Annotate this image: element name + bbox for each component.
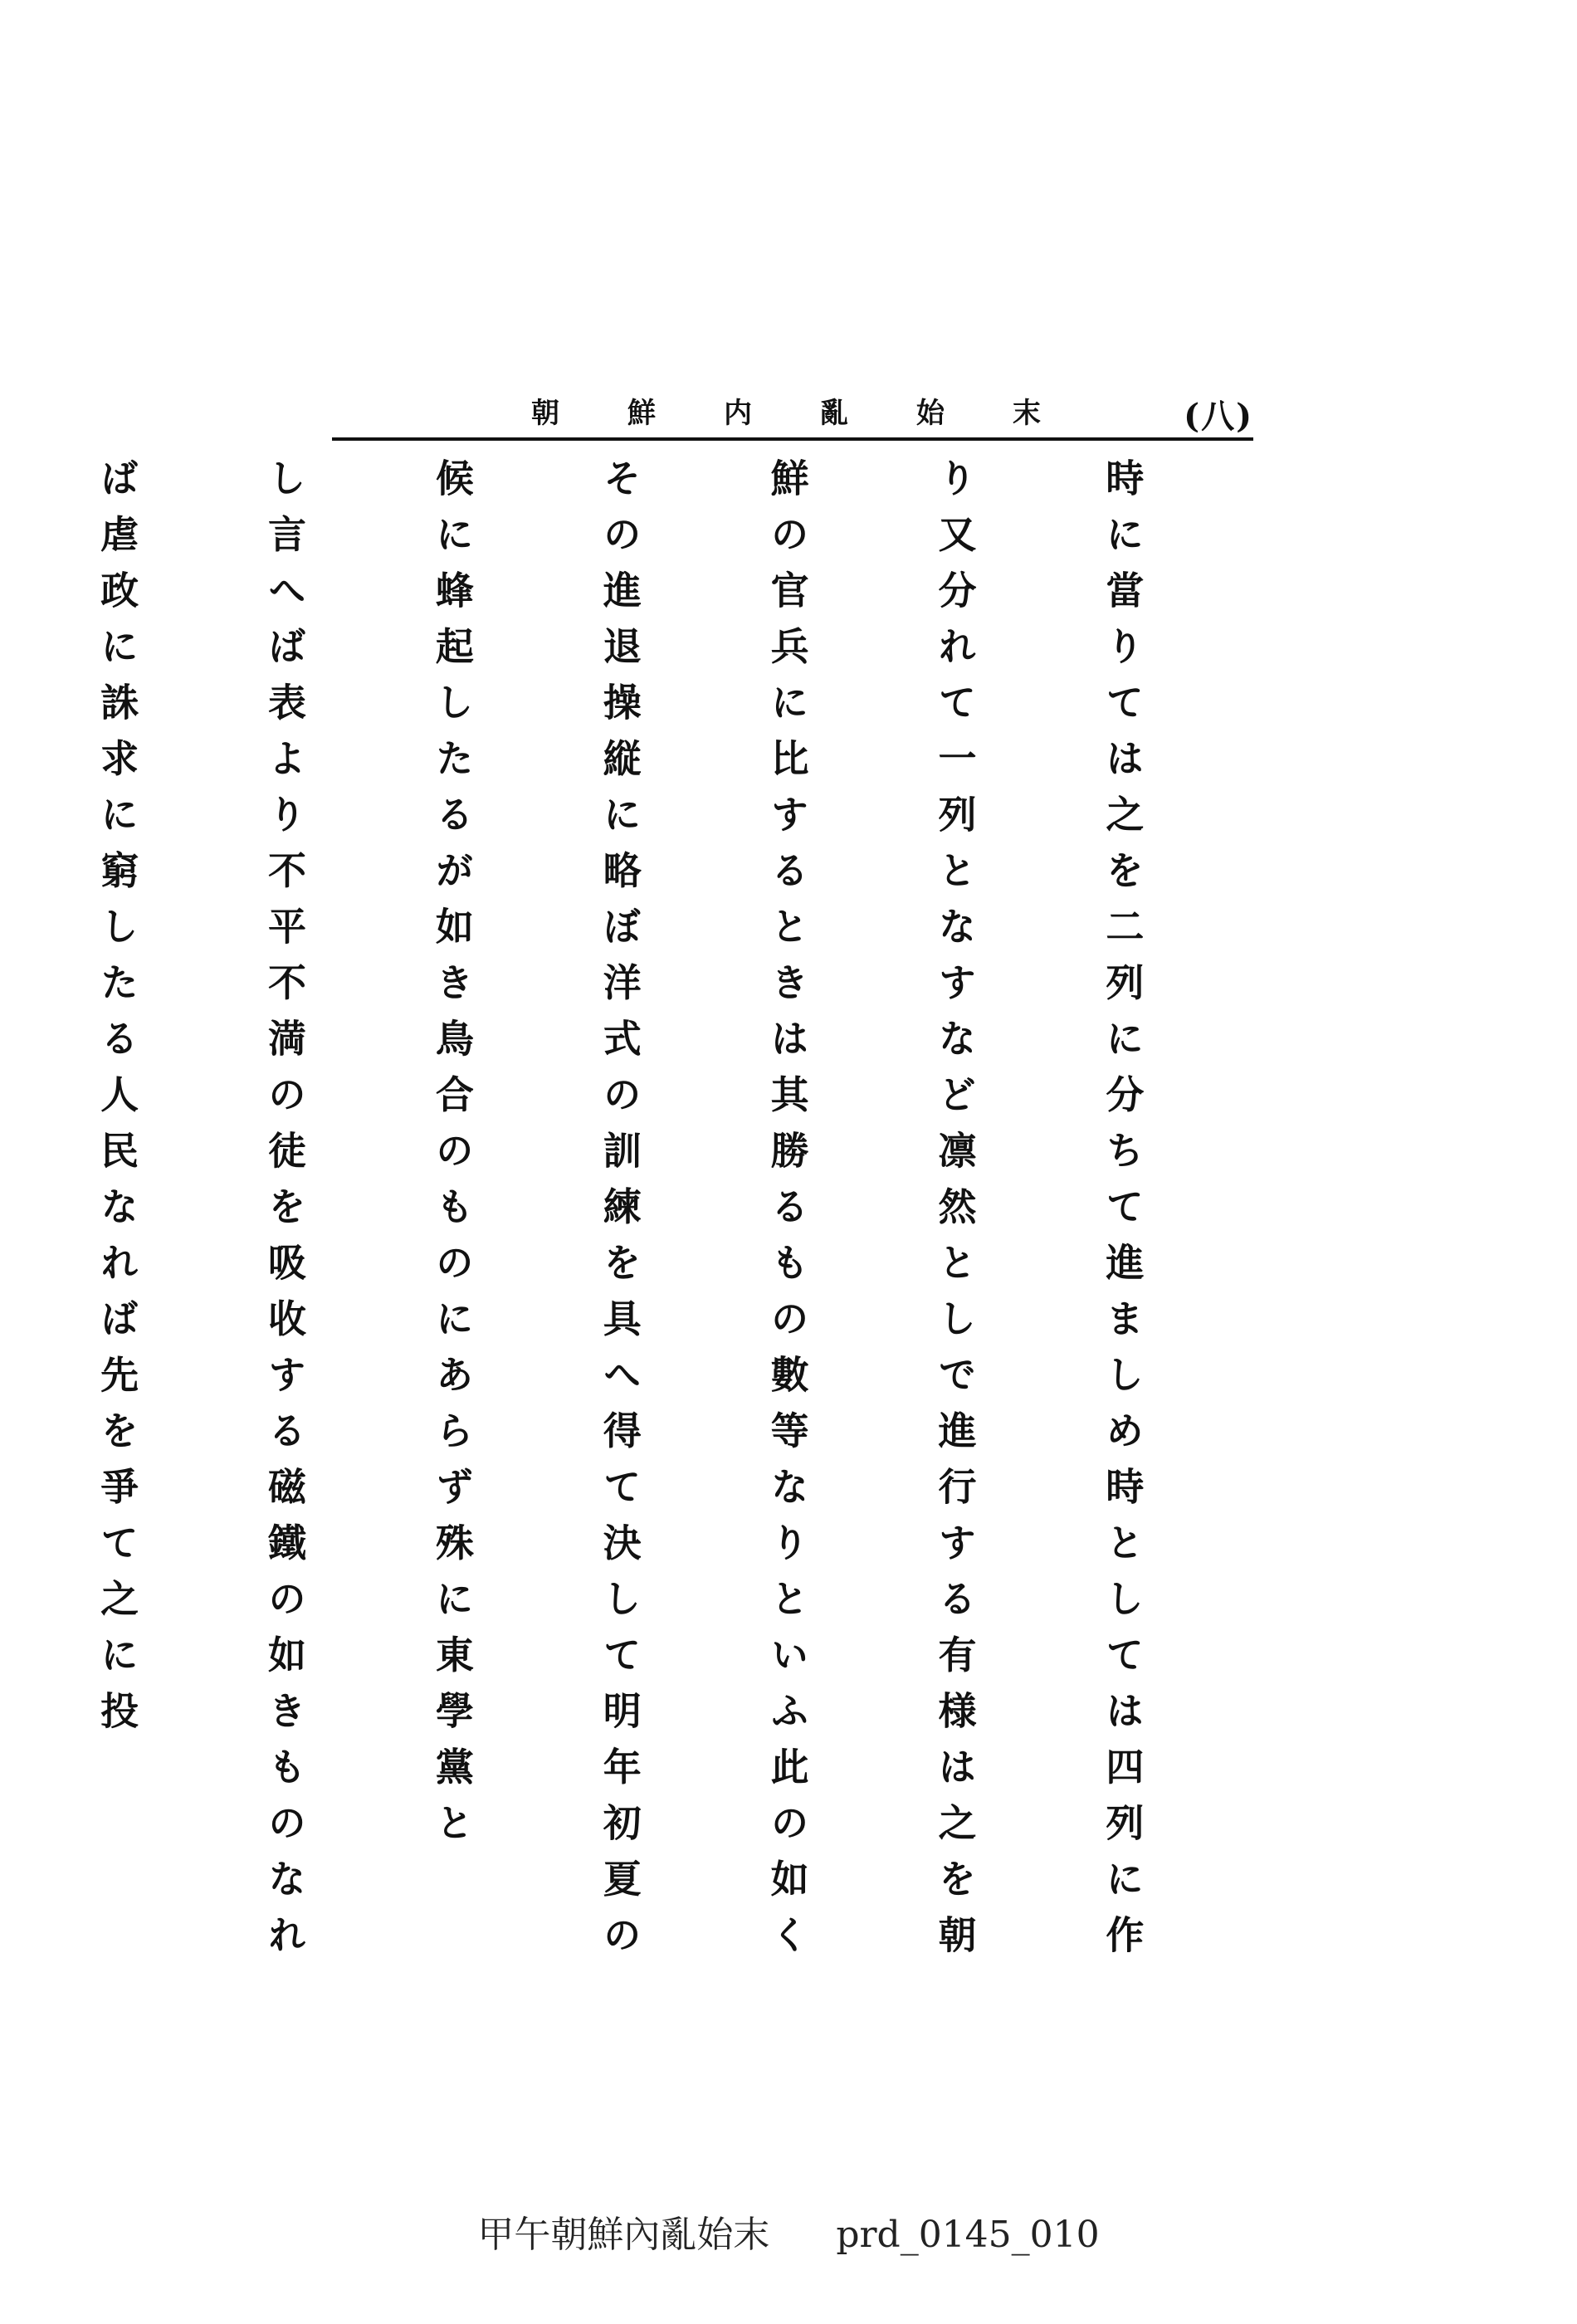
text-column: り又分れて一列となすなど凛然としで進行する有様は之を朝 [932, 458, 978, 1971]
page-number: (八) [1184, 397, 1253, 436]
header-rule [332, 437, 1253, 441]
text-column: し言へば表より不平不満の徒を吸收する磁鐵の如きものなれ [261, 458, 307, 1971]
text-column: その進退操縦に略ぼ洋式の訓練を具へ得て決して明年初夏の [597, 458, 642, 1971]
footer-caption [0, 2204, 1577, 2258]
text-column: 候に蜂起したるが如き鳥合のものにあらず殊に東學黨と [429, 458, 475, 1859]
text-column: ば虐政に誅求に窮したる人民なれば先を爭て之に投 [95, 458, 140, 1747]
text-column: 鮮の官兵に比するときは其勝るもの數等なりといふ此の如く [764, 458, 810, 1971]
text-column: 時に當りては之を二列に分ちて進ましめ時としては四列に作 [1100, 458, 1145, 1971]
body-text [95, 458, 1262, 1971]
running-title: 朝鮮内亂始末 [531, 397, 1109, 430]
running-header [332, 390, 1253, 440]
footer-book-title: 甲午朝鮮內亂始末 [477, 2214, 770, 2256]
footer-page-id: prd_0145_010 [836, 2214, 1100, 2256]
